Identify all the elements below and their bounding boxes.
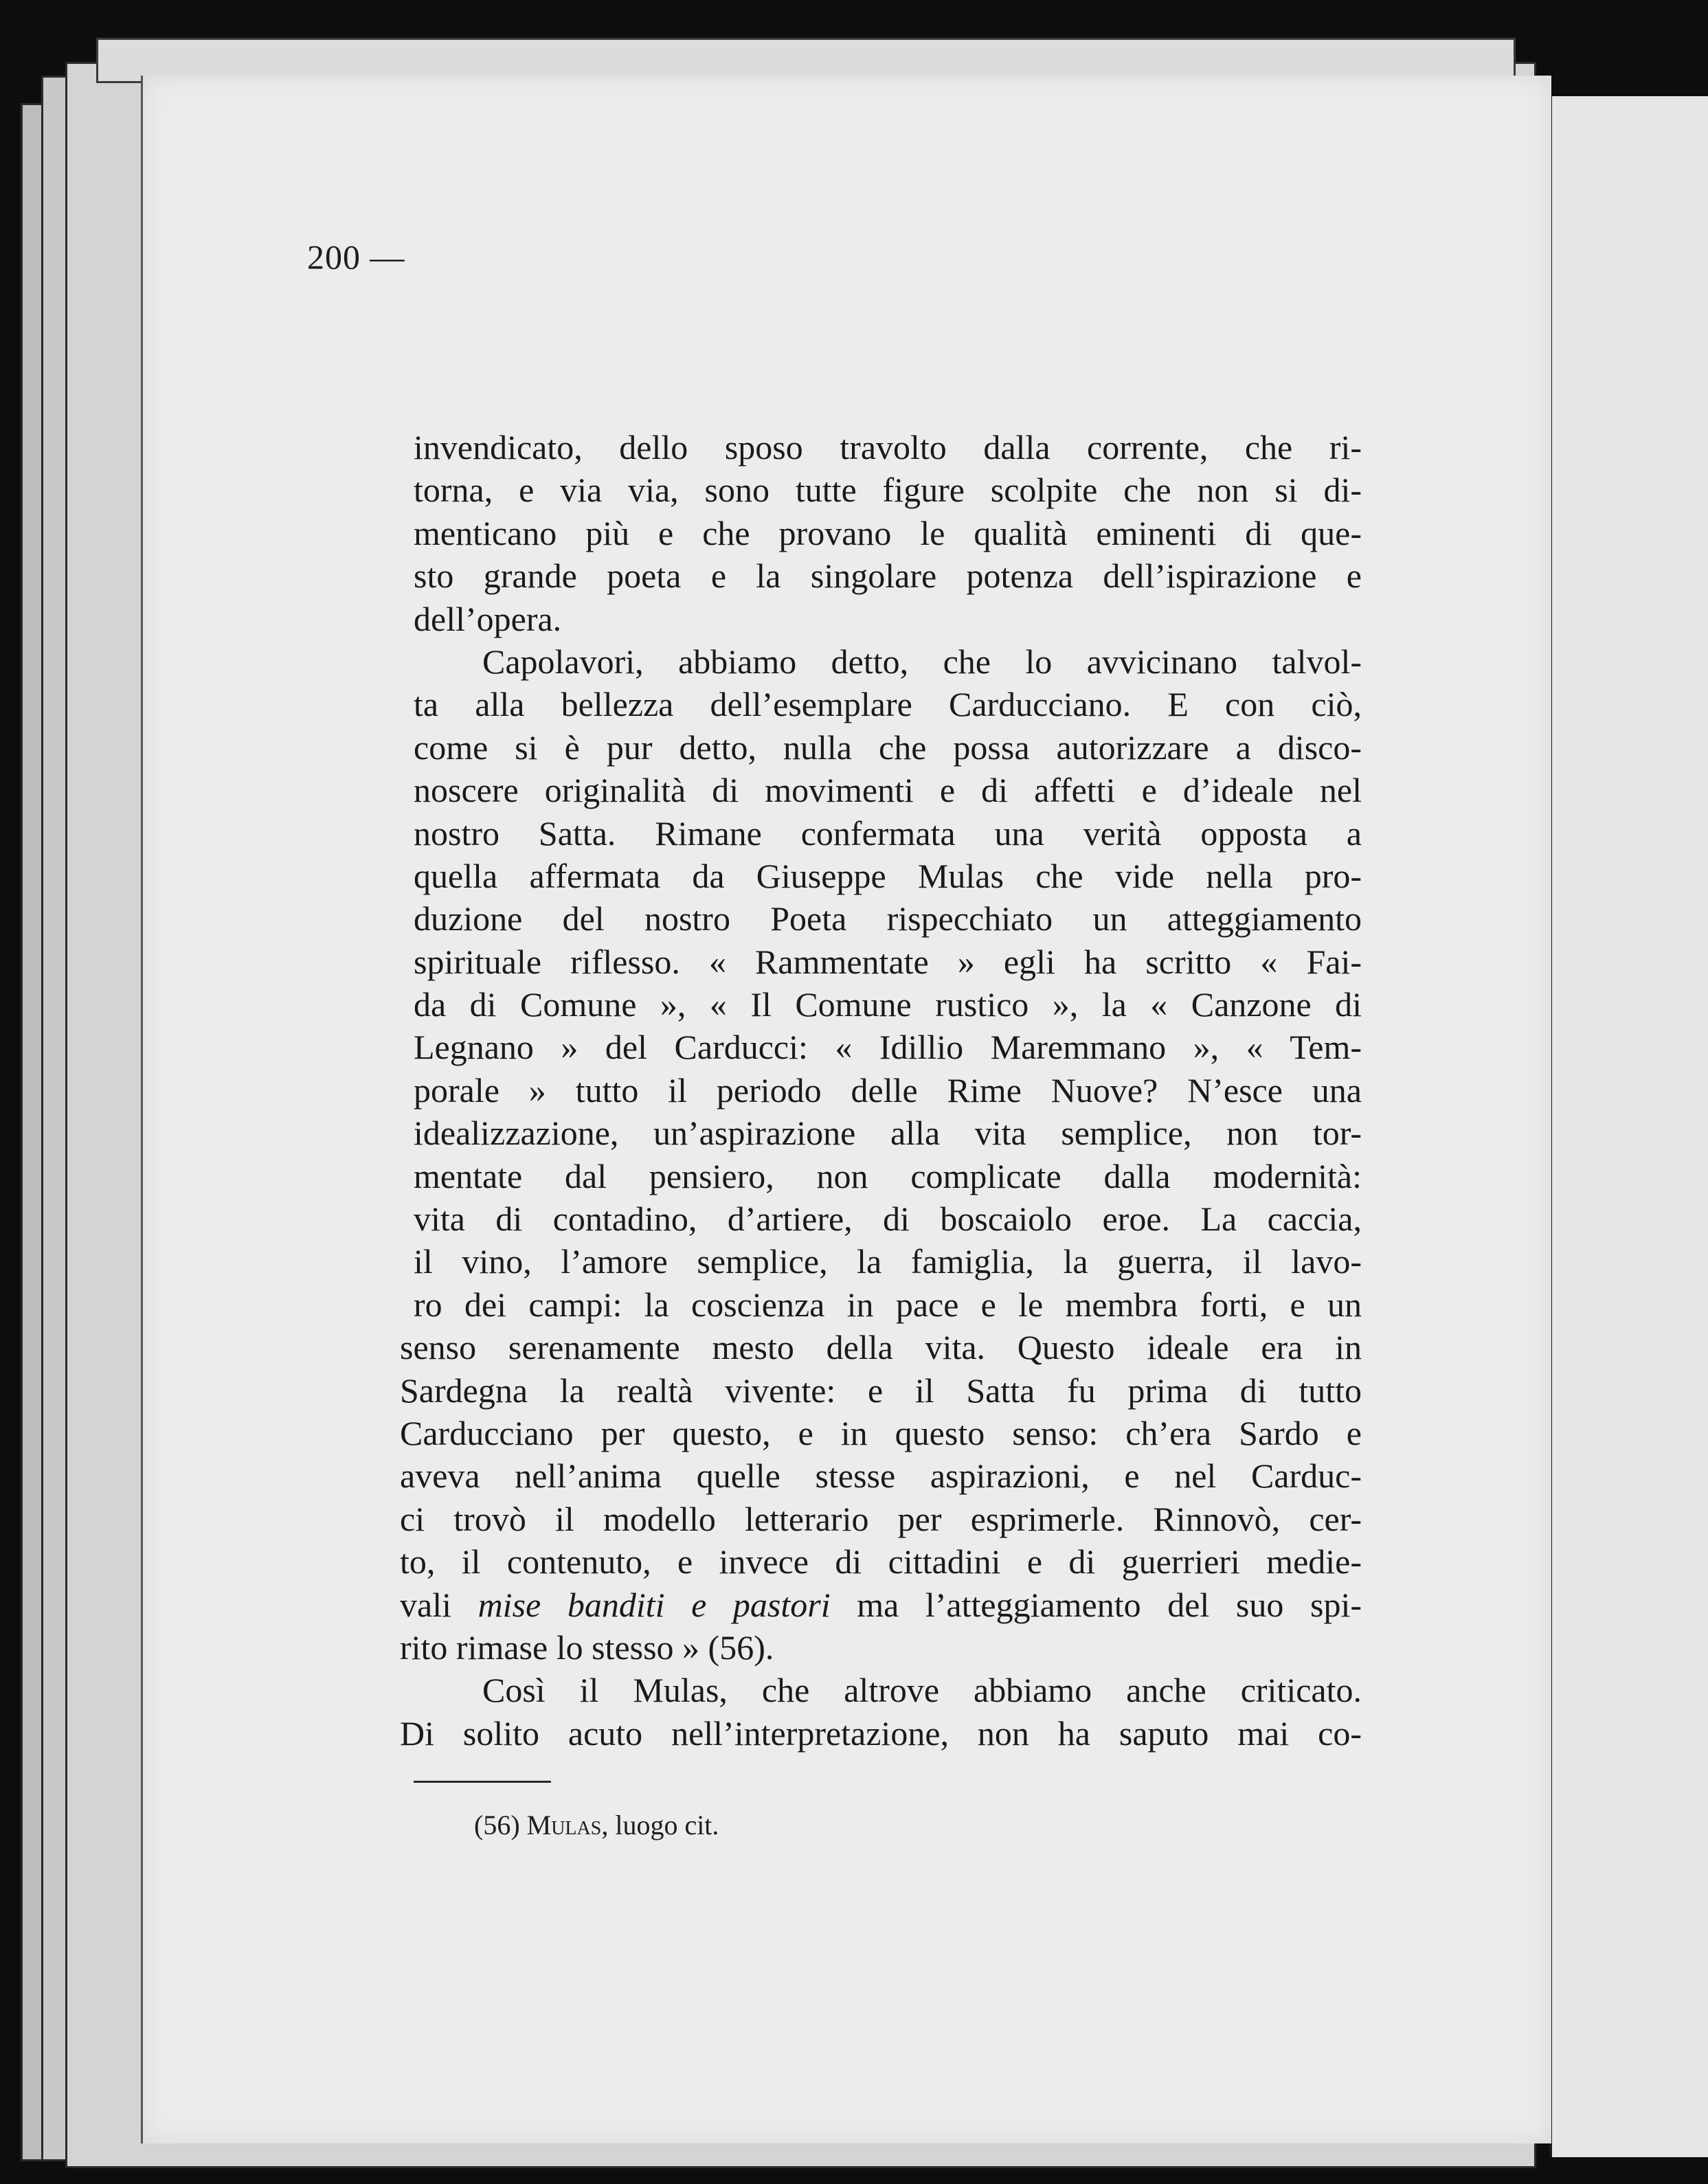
text-line: nostro Satta. Rimane confermata una verità opposta a (414, 813, 1362, 853)
text-line: to, il contenuto, e invece di cittadini e di guerrieri medie- (400, 1542, 1362, 1581)
text-line: vita di contadino, d’artiere, di boscaiolo eroe. La caccia, (414, 1200, 1362, 1239)
text-line: torna, e via via, sono tutte figure scolpite che non si di- (414, 471, 1362, 510)
page-number-header: 200 — (307, 238, 405, 276)
text-line: da di Comune », « Il Comune rustico », la « Canzone di (414, 985, 1362, 1024)
text-line: sto grande poeta e la singolare potenza dell’ispirazione e (414, 556, 1362, 596)
text-line: il vino, l’amore semplice, la famiglia, la guerra, il lavo- (414, 1242, 1362, 1281)
text-line: aveva nell’anima quelle stesse aspirazioni, e nel Carduc- (400, 1456, 1362, 1496)
italic-phrase: mise banditi e pastori (477, 1585, 831, 1624)
text-line: Carducciano per questo, e in questo senso: ch’era Sardo e (400, 1413, 1362, 1452)
footnote-text: , luogo cit. (601, 1810, 719, 1840)
text-line: porale » tutto il periodo delle Rime Nuove? N’esce una (414, 1070, 1362, 1110)
text-line: ro dei campi: la coscienza in pace e le membra forti, e un (414, 1285, 1362, 1324)
text-line: invendicato, dello sposo travolto dalla corrente, che ri- (414, 428, 1362, 466)
text-line: Così il Mulas, che altrove abbiamo anche criticato. (482, 1671, 1362, 1710)
footnote-separator (414, 1781, 551, 1783)
text-line: senso serenamente mesto della vita. Questo ideale era in (400, 1328, 1362, 1367)
text-line-with-italic (400, 1584, 1362, 1626)
text-line: Sardegna la realtà vivente: e il Satta fu prima di tutto (400, 1371, 1362, 1410)
text-line: duzione del nostro Poeta rispecchiato un atteggiamento (414, 899, 1362, 938)
footnote (474, 1809, 719, 1841)
text-line: quella affermata da Giuseppe Mulas che vide nella pro- (414, 856, 1362, 895)
text-line: come si è pur detto, nulla che possa autorizzare a disco- (414, 728, 1362, 767)
text-line: dell’opera. (414, 599, 562, 638)
text-line: Legnano » del Carducci: « Idillio Maremmano », « Tem- (414, 1028, 1362, 1067)
facing-page-edge (1549, 96, 1708, 2157)
text-line: ci trovò il modello letterario per esprimerle. Rinnovò, cer- (400, 1499, 1362, 1538)
text-segment: vali (400, 1585, 478, 1624)
text-segment: ma l’atteggiamento del suo spi- (830, 1585, 1362, 1624)
text-line: Di solito acuto nell’interpretazione, non ha saputo mai co- (400, 1713, 1362, 1753)
footnote-number: (56) (474, 1810, 520, 1840)
footnote-author: Mulas (526, 1810, 602, 1840)
text-line: noscere originalità di movimenti e di affetti e d’ideale nel (414, 771, 1362, 810)
page-body (400, 426, 1362, 1755)
text-line: spirituale riflesso. « Rammentate » egli ha scritto « Fai- (414, 942, 1362, 981)
text-line: idealizzazione, un’aspirazione alla vita semplice, non tor- (414, 1114, 1362, 1153)
text-line: mentate dal pensiero, non complicate dalla modernità: (414, 1156, 1362, 1195)
text-line: Capolavori, abbiamo detto, che lo avvicinano talvol- (482, 642, 1362, 681)
text-line: ta alla bellezza dell’esemplare Carducciano. E con ciò, (414, 685, 1362, 724)
text-line: menticano più e che provano le qualità eminenti di que- (414, 513, 1362, 552)
text-line: rito rimase lo stesso » (56). (400, 1628, 774, 1667)
